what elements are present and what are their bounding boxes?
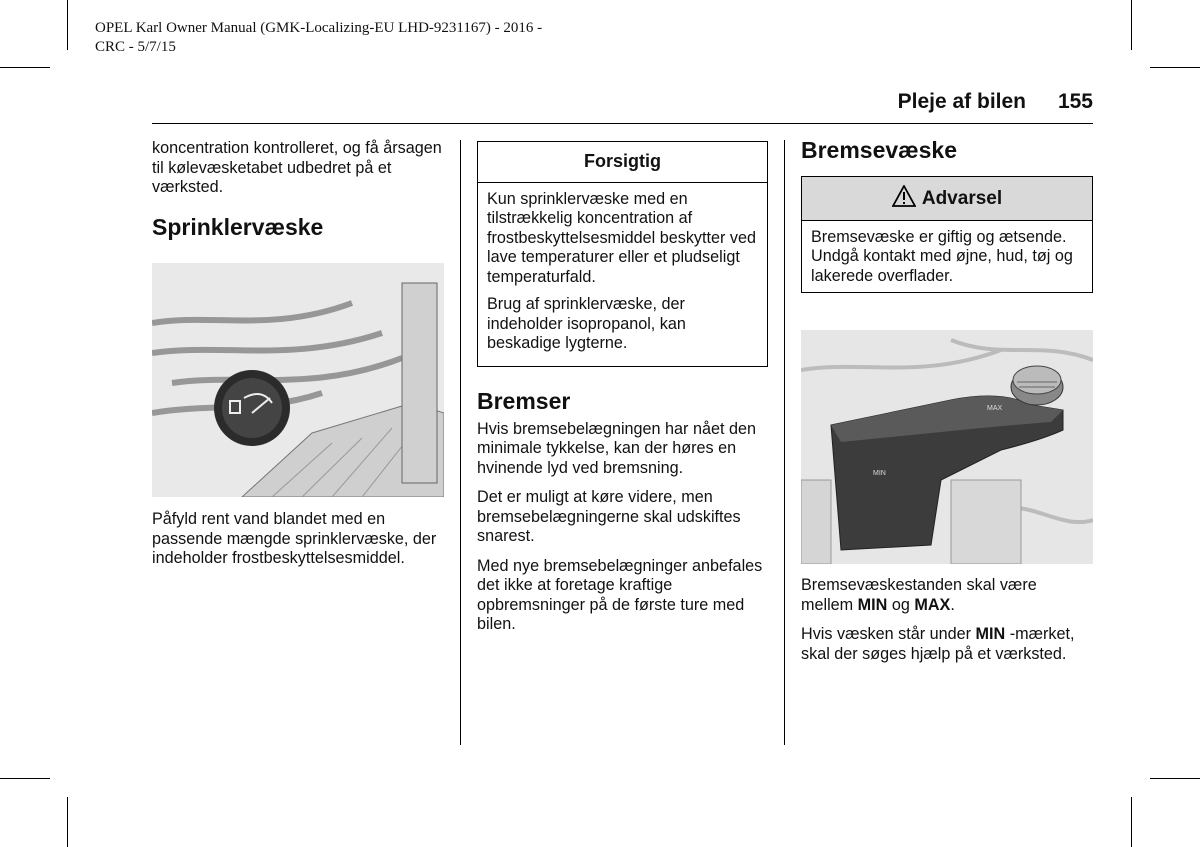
column-divider [460, 140, 461, 745]
column-1-caption [152, 510, 444, 579]
crop-mark [0, 778, 50, 779]
crop-mark [1150, 778, 1200, 779]
heading-washer-fluid: Sprinklervæske [152, 213, 324, 240]
washer-fluid-caption: Påfyld rent vand blandet med en passende mængde sprinklervæske, der indeholder frostbeskyttelsesmiddel. [152, 510, 437, 567]
column-3 [801, 137, 1093, 293]
caution-paragraph: Kun sprinklervæske med en tilstrækkelig koncentration af frostbeskyttelsesmiddel beskytter ved lave temperaturer eller et pludseligt temperaturfald. [487, 189, 757, 286]
page-number: 155 [1057, 90, 1093, 113]
brakes-paragraph: Det er muligt at køre videre, men bremsebelægningerne skal udskiftes snarest. [477, 488, 741, 545]
caution-title: Forsigtig [478, 142, 767, 183]
washer-fluid-illustration [152, 263, 444, 497]
warning-box [801, 176, 1093, 293]
header-rule [152, 123, 1093, 124]
warning-title: Advarsel [921, 188, 1003, 209]
min-label: MIN [857, 595, 888, 614]
brakes-paragraph: Hvis bremsebelægningen har nået den minimale tykkelse, kan der høres en hvinende lyd ved bremsning. [477, 419, 756, 477]
intro-paragraph: koncentration kontrolleret, og få årsagen til kølevæsketabet udbedret på et værksted. [152, 139, 442, 196]
column-3-text [801, 576, 1093, 674]
warning-body: Bremsevæske er giftig og ætsende. Undgå kontakt med øjne, hud, tøj og lakerede overflader. [811, 227, 1073, 285]
column-1 [152, 139, 446, 240]
warning-triangle-icon [892, 185, 916, 212]
brake-fluid-level-paragraph: Bremsevæskestanden skal være mellem MIN og MAX. [801, 576, 1037, 614]
washer-fluid-image [152, 263, 444, 497]
section-title: Pleje af bilen [897, 90, 1026, 113]
brake-fluid-low-paragraph: Hvis væsken står under MIN -mærket, skal der søges hjælp på et værksted. [801, 625, 1075, 663]
brakes-paragraph: Med nye bremsebelægninger anbefales det ikke at foretage kraftige opbremsninger på de første ture med bilen. [477, 556, 763, 633]
document-meta: OPEL Karl Owner Manual (GMK-Localizing-EU LHD-9231167) - 2016 - CRC - 5/7/15 [95, 20, 543, 55]
min-label: MIN [975, 625, 1006, 643]
column-divider [784, 140, 785, 745]
brake-fluid-image [801, 330, 1093, 564]
crop-mark [1131, 0, 1132, 50]
crop-mark [1131, 797, 1132, 847]
heading-brakes: Bremser [477, 387, 571, 414]
column-2 [477, 141, 768, 645]
caution-paragraph: Brug af sprinklervæske, der indeholder isopropanol, kan beskadige lygterne. [487, 295, 686, 352]
max-mark: MAX [987, 405, 1003, 412]
crop-mark [1150, 67, 1200, 68]
crop-mark [67, 797, 68, 847]
min-mark: MIN [873, 470, 886, 477]
caution-box [477, 141, 768, 367]
max-label: MAX [914, 595, 951, 614]
heading-brake-fluid: Bremsevæske [801, 137, 958, 163]
warning-header [802, 177, 1092, 221]
crop-mark [0, 67, 50, 68]
crop-mark [67, 0, 68, 50]
brake-fluid-illustration [801, 330, 1093, 564]
